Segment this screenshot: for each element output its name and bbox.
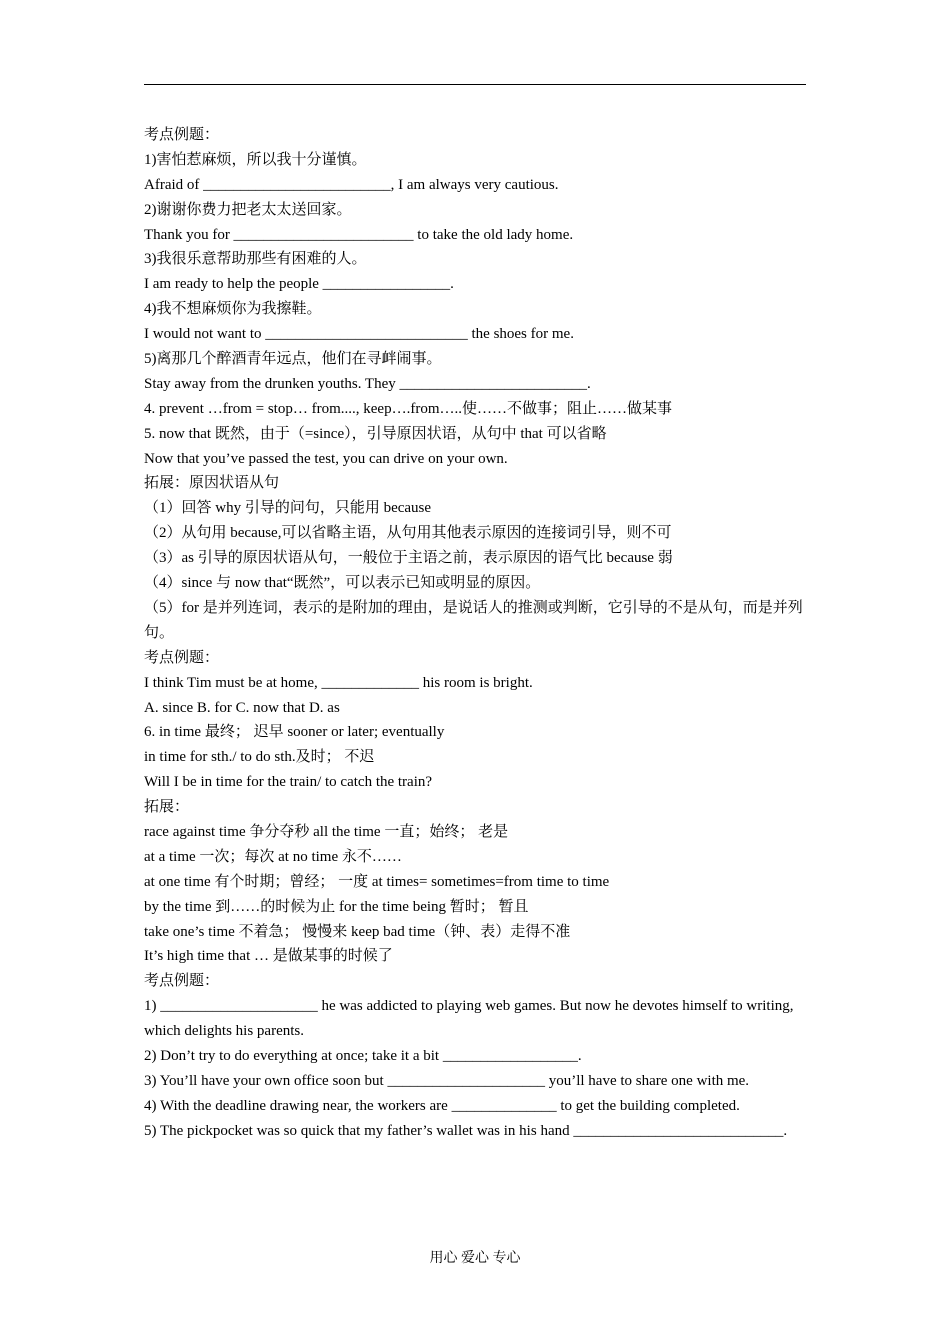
exercise-sentence: 3) You’ll have your own office soon but _____________________ you’ll have to share one with me. bbox=[144, 1072, 750, 1089]
exercise-sentence: 4) With the deadline drawing near, the workers are ______________ to get the building completed. bbox=[144, 1097, 740, 1114]
phrase-entry: at one time 有个时期；曾经； 一度 at times= sometimes=from time to time bbox=[144, 873, 610, 890]
note-item: （4）since 与 now that“既然”，可以表示已知或明显的原因。 bbox=[144, 575, 541, 592]
phrase-entry: by the time 到……的时候为止 for the time being 暂时； 暂且 bbox=[144, 898, 529, 915]
exercise-sentence: 5) The pickpocket was so quick that my father’s wallet was in his hand ____________________________. bbox=[144, 1122, 788, 1139]
section-heading: 考点例题： bbox=[144, 127, 220, 143]
phrase-entry: It’s high time that … 是做某事的时候了 bbox=[144, 948, 393, 965]
exercise-sentence: Thank you for ________________________ to take the old lady home. bbox=[144, 226, 574, 243]
phrase-entry: at a time 一次；每次 at no time 永不…… bbox=[144, 848, 402, 865]
vocab-entry: in time for sth./ to do sth.及时； 不迟 bbox=[144, 749, 375, 766]
vocab-entry: 5. now that 既然，由于（=since），引导原因状语，从句中 that 可以省略 bbox=[144, 425, 607, 442]
exercise-prompt: 4)我不想麻烦你为我擦鞋。 bbox=[144, 301, 322, 318]
exercise-prompt: 2)谢谢你费力把老太太送回家。 bbox=[144, 201, 352, 218]
header-rule bbox=[144, 84, 806, 85]
vocab-entry: 4. prevent …from = stop… from...., keep….from…..使……不做事；阻止……做某事 bbox=[144, 400, 672, 417]
note-item: （3）as 引导的原因状语从句，一般位于主语之前，表示原因的语气比 because 弱 bbox=[144, 550, 673, 567]
answer-options: A. since B. for C. now that D. as bbox=[144, 699, 340, 716]
section-heading: 拓展： bbox=[144, 799, 190, 816]
phrase-entry: race against time 争分夺秒 all the time 一直；始终； 老是 bbox=[144, 823, 509, 840]
exercise-sentence: I would not want to ___________________________ the shoes for me. bbox=[144, 326, 574, 343]
exercise-prompt: 5)离那几个醉酒青年远点，他们在寻衅闹事。 bbox=[144, 351, 442, 368]
exercise-prompt: 3)我很乐意帮助那些有困难的人。 bbox=[144, 251, 367, 268]
note-item: （1）回答 why 引导的问句，只能用 because bbox=[144, 500, 432, 517]
example-sentence: Now that you’ve passed the test, you can drive on your own. bbox=[144, 450, 508, 467]
section-heading: 考点例题： bbox=[144, 973, 220, 990]
exercise-sentence: Afraid of _________________________, I am always very cautious. bbox=[144, 176, 559, 193]
page-footer: 用心 爱心 专心 bbox=[429, 1251, 521, 1266]
exercise-sentence: Stay away from the drunken youths. They _________________________. bbox=[144, 375, 591, 392]
vocab-entry: 6. in time 最终； 迟早 sooner or later; eventually bbox=[144, 724, 445, 741]
exercise-sentence: I think Tim must be at home, _____________ his room is bright. bbox=[144, 674, 533, 691]
note-item: （2）从句用 because,可以省略主语，从句用其他表示原因的连接词引导，则不可 bbox=[144, 525, 672, 542]
document-body bbox=[144, 123, 806, 1144]
section-heading: 考点例题： bbox=[144, 649, 220, 666]
exercise-sentence: 2) Don’t try to do everything at once; take it a bit __________________. bbox=[144, 1048, 582, 1065]
exercise-sentence: 1) _____________________ he was addicted to playing web games. But now he devotes himself to writing, which delights his parents. bbox=[144, 998, 794, 1040]
example-sentence: Will I be in time for the train/ to catch the train? bbox=[144, 774, 433, 791]
section-heading: 拓展：原因状语从句 bbox=[144, 475, 280, 492]
note-item: （5）for 是并列连词，表示的是附加的理由，是说话人的推测或判断，它引导的不是从句，而是并列句。 bbox=[144, 599, 803, 641]
exercise-prompt: 1)害怕惹麻烦，所以我十分谨慎。 bbox=[144, 151, 367, 168]
exercise-sentence: I am ready to help the people _________________. bbox=[144, 276, 454, 293]
phrase-entry: take one’s time 不着急； 慢慢来 keep bad time（钟、表）走得不准 bbox=[144, 923, 571, 940]
